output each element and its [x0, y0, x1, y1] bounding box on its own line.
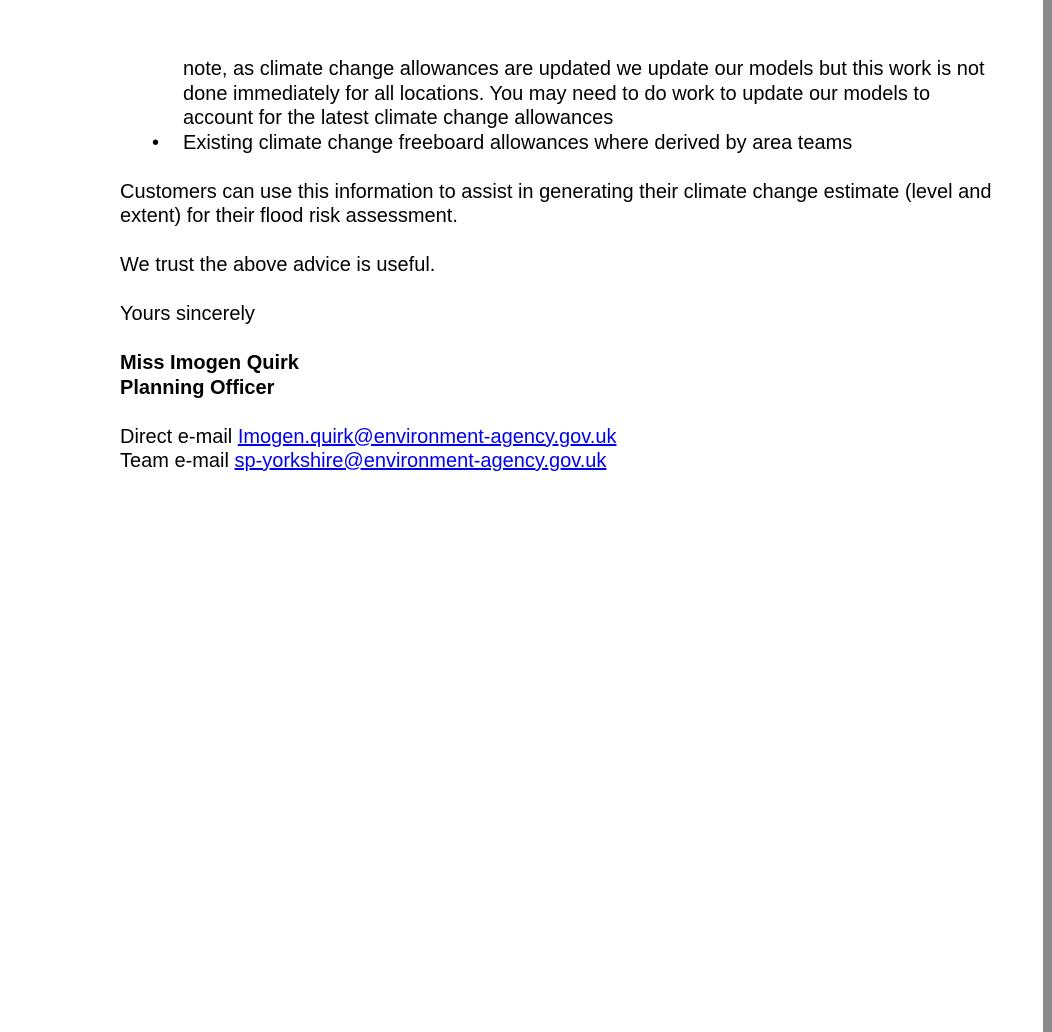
direct-email-line	[120, 425, 1000, 450]
spacer	[120, 278, 1000, 303]
paragraph-customers: Customers can use this information to assist in generating their climate change estimate (level and extent) for their flood risk assessment.	[120, 180, 992, 227]
letter-body	[120, 57, 1000, 474]
bullet-marker: •	[152, 131, 160, 154]
spacer	[120, 229, 1000, 254]
spacer	[120, 400, 1000, 425]
team-email-label: Team e-mail	[120, 450, 229, 472]
bullet-list	[120, 131, 1000, 156]
closing-line: Yours sincerely	[120, 303, 255, 325]
direct-email-link[interactable]: Imogen.quirk@environment-agency.gov.uk	[237, 425, 617, 448]
signatory-name: Miss Imogen Quirk	[120, 352, 299, 374]
bullet-text: Existing climate change freeboard allowances where derived by area teams	[183, 131, 853, 154]
page-edge-border	[1043, 0, 1052, 1032]
team-email-link[interactable]: sp-yorkshire@environment-agency.gov.uk	[234, 450, 607, 472]
signatory-title: Planning Officer	[120, 376, 275, 399]
paragraph-trust: We trust the above advice is useful.	[120, 254, 436, 276]
continued-bullet-text: note, as climate change allowances are updated we update our models but this work is not done immediately for all locations. You may need to do work to update our models to account for the latest climate change allowances	[183, 58, 985, 129]
spacer	[120, 327, 1000, 352]
team-email-line	[120, 449, 1000, 474]
direct-email-label: Direct e-mail	[120, 425, 233, 448]
spacer	[120, 155, 1000, 180]
list-item	[120, 131, 1000, 156]
